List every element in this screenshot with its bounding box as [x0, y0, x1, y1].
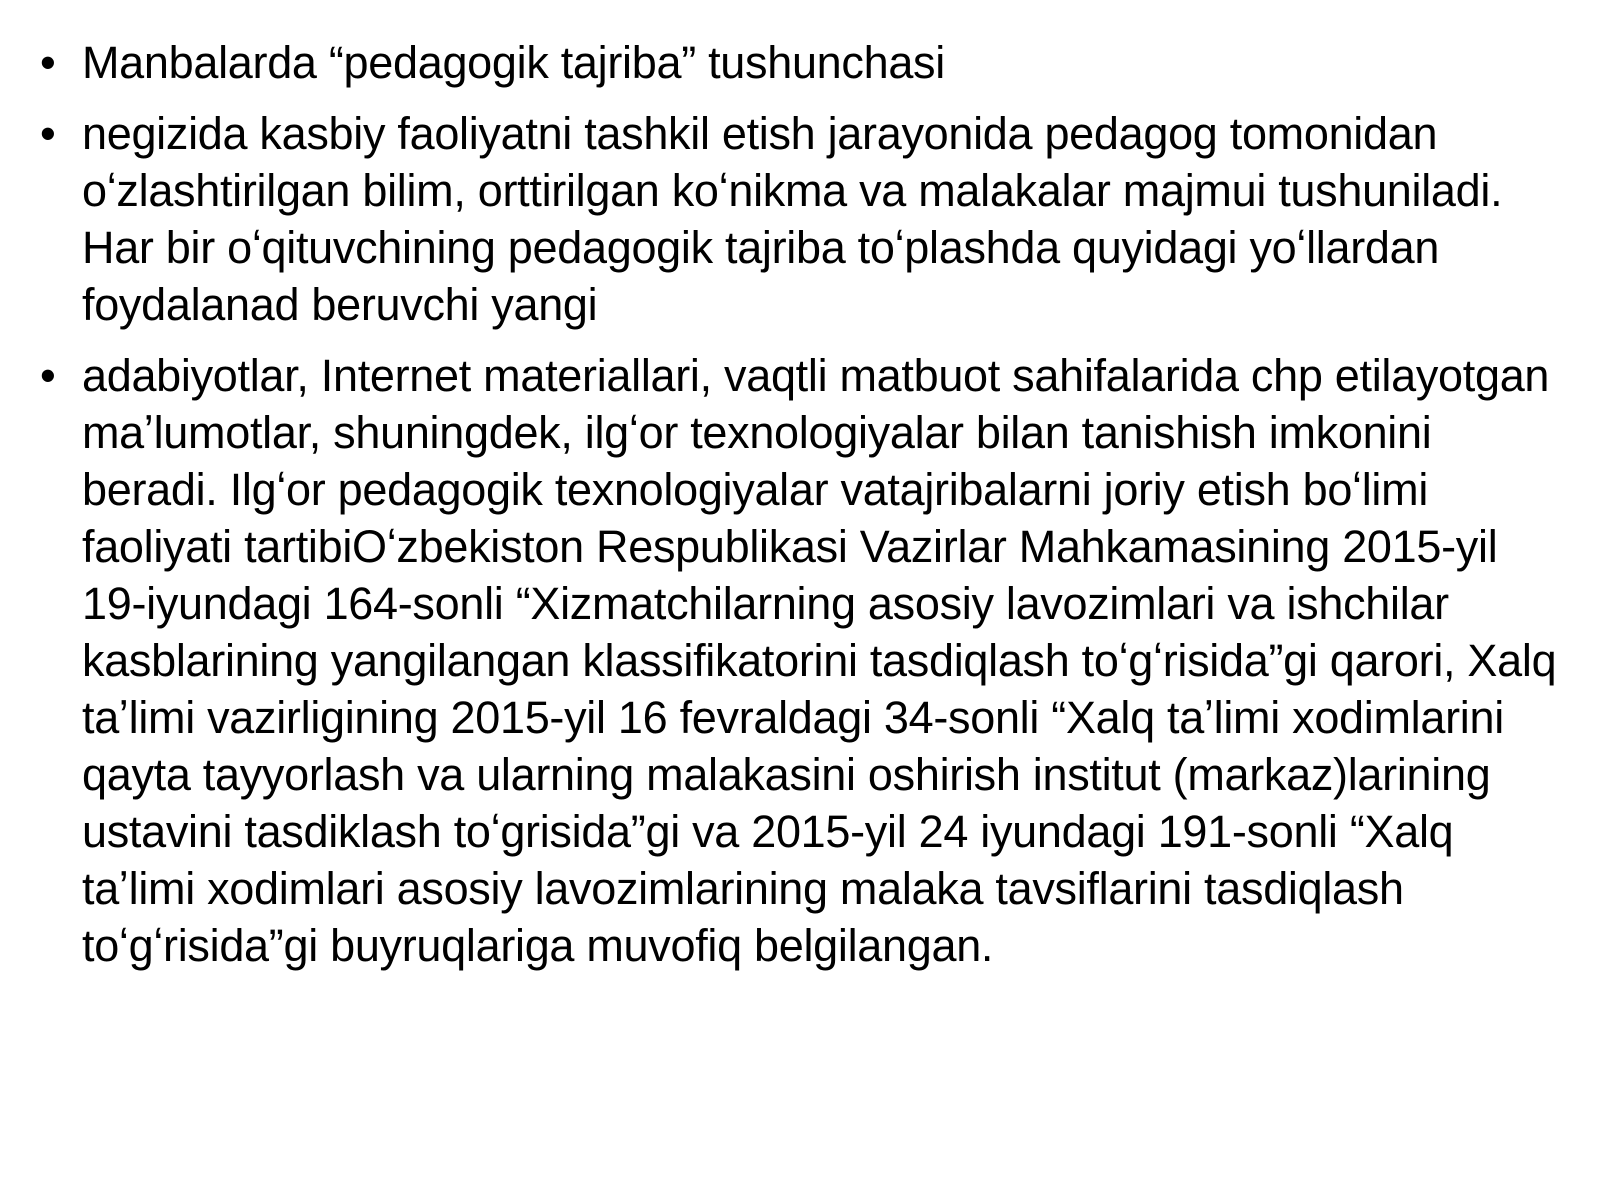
bullet-item	[40, 105, 1570, 333]
bullet-icon: •	[40, 350, 56, 401]
bullet-item	[40, 347, 1570, 974]
bullet-icon: •	[40, 108, 56, 159]
bullet-icon: •	[40, 37, 56, 88]
bullet-text: Manbalarda “pedagogik tajriba” tushunchasi	[82, 37, 945, 88]
bullet-item	[40, 34, 1570, 91]
bullet-text: adabiyotlar, Internet materiallari, vaqtli matbuot sahifalarida chp etilayotgan maʼlumotlar, shuningdek, ilgʻor texnologiyalar bilan tanishish imkonini beradi. Ilgʻor pedagogik texnologiyalar vatajribalarni joriy etish boʻlimi faoliyati tartibiOʻzbekiston Respublikasi Vazirlar Mahkamasining 2015-yil 19-iyundagi 164-sonli “Xizmatchilarning asosiy lavozimlari va ishchilar kasblarining yangilangan klassifikatorini tasdiqlash toʻgʻrisida”gi qarori, Xalq taʼlimi vazirligining 2015-yil 16 fevraldagi 34-sonli “Xalq taʼlimi xodimlarini qayta tayyorlash va ularning malakasini oshirish institut (markaz)larining ustavini tasdiklash toʻgrisida”gi va 2015-yil 24 iyundagi 191-sonli “Xalq taʼlimi xodimlari asosiy lavozimlarining malaka tavsiflarini tasdiqlash toʻgʻrisida”gi buyruqlariga muvofiq belgilangan.	[82, 350, 1557, 971]
bullet-text: negizida kasbiy faoliyatni tashkil etish jarayonida pedagog tomonidan oʻzlashtirilgan bilim, orttirilgan koʻnikma va malakalar majmui tushuniladi. Har bir oʻqituvchining pedagogik tajriba toʻplashda quyidagi yoʻllardan foydalanad beruvchi yangi	[82, 108, 1503, 330]
bullet-list	[40, 34, 1570, 988]
